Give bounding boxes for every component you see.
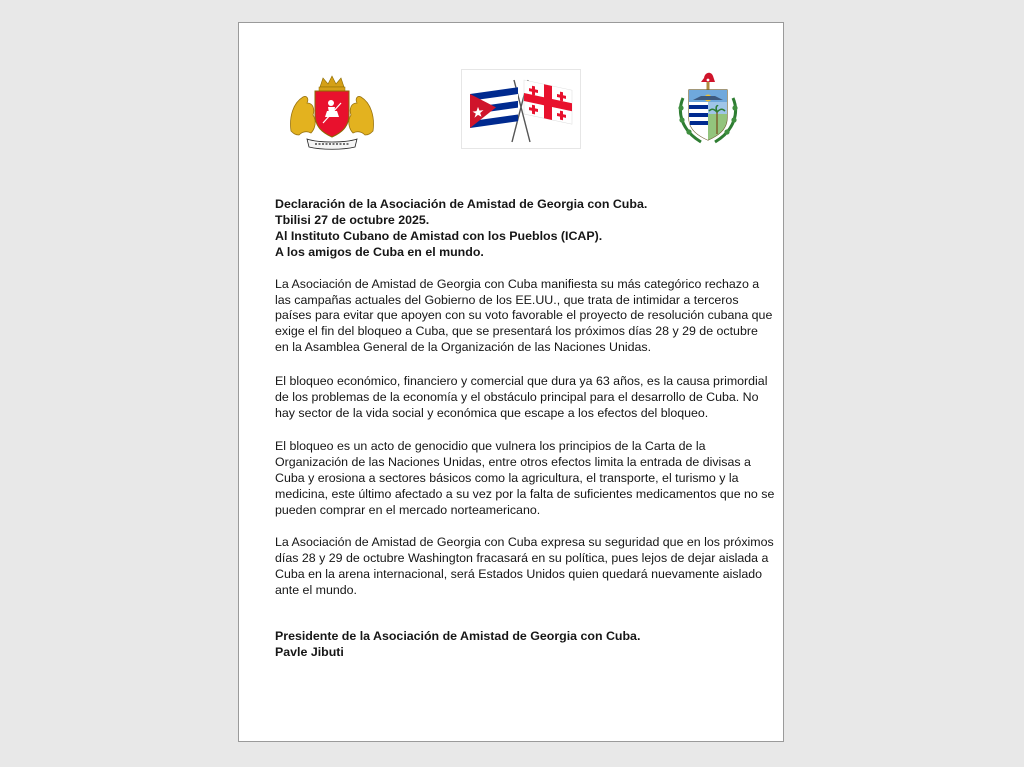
signature-title: Presidente de la Asociación de Amistad de Georgia con Cuba. bbox=[275, 629, 641, 644]
crossed-flags-icon bbox=[461, 69, 581, 149]
declaration-text bbox=[275, 197, 775, 661]
georgia-coat-of-arms-icon bbox=[285, 73, 379, 151]
declaration-title: Declaración de la Asociación de Amistad de Georgia con Cuba. bbox=[275, 197, 648, 211]
paragraph-2: El bloqueo económico, financiero y comercial que dura ya 63 años, es la causa primordial de los problemas de la economía y el obstáculo principal para el desarrollo de Cuba. No hay sector de la vida social y económica que escape a los efectos del bloqueo. bbox=[275, 374, 768, 420]
signature-name: Pavle Jibuti bbox=[275, 644, 344, 659]
cuba-coat-of-arms-icon bbox=[671, 68, 745, 150]
recipient-friends: A los amigos de Cuba en el mundo. bbox=[275, 244, 484, 259]
document-page bbox=[238, 22, 784, 742]
recipient-icap: Al Instituto Cubano de Amistad con los Pueblos (ICAP). bbox=[275, 228, 603, 243]
paragraph-1: La Asociación de Amistad de Georgia con Cuba manifiesta su más categórico rechazo a las campañas actuales del Gobierno de los EE.UU., que trata de intimidar a terceros países para evitar que apoyen con su voto favorable el proyecto de resolución cubana que exige el fin del bloqueo a Cuba, que se presentará los próximos días 28 y 29 de octubre en la Asamblea General de la Organización de las Naciones Unidas. bbox=[275, 276, 773, 355]
place-date: Tbilisi 27 de octubre 2025. bbox=[275, 212, 430, 227]
paragraph-3: El bloqueo es un acto de genocidio que vulnera los principios de la Carta de la Organización de las Naciones Unidas, entre otros efectos limita la entrada de divisas a Cuba y erosiona a sectores básicos como la agricultura, el transporte, el turismo y la medicina, este último afectado a su vez por la falta de suficientes medicamentos que no se pueden comprar en el mercado norteamericano. bbox=[275, 438, 775, 517]
paragraph-4: La Asociación de Amistad de Georgia con Cuba expresa su seguridad que en los próximos días 28 y 29 de octubre Washington fracasará en su política, pues lejos de dejar aislada a Cuba en la arena internacional, será Estados Unidos quien quedará nuevamente aislado ante el mundo. bbox=[275, 535, 774, 598]
